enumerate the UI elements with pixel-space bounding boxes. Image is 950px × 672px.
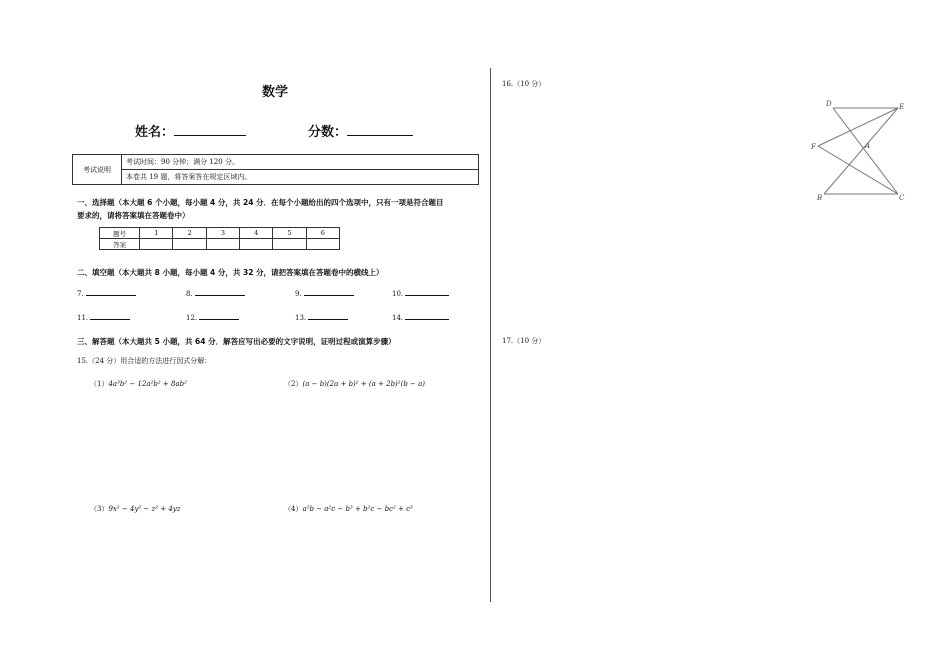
- answer-table-answer-label: 答案: [100, 239, 140, 250]
- question-number: 13.: [295, 314, 307, 322]
- expression: 4a³b² − 12a²b² + 8ab²: [108, 380, 187, 388]
- answer-table-header-label: 题号: [100, 228, 140, 239]
- point-label-e: E: [899, 103, 905, 111]
- answer-blank[interactable]: [308, 311, 348, 320]
- answer-table-number: 5: [273, 228, 306, 239]
- answer-blank[interactable]: [304, 287, 354, 296]
- answer-table-row: [100, 228, 340, 239]
- fill-blank-14: [392, 311, 449, 322]
- section3-heading: 三、解答题（本大题共 5 小题，共 64 分．解答应写出必要的文字说明，证明过程或演算步骤）: [77, 337, 396, 346]
- answer-table: [99, 227, 340, 250]
- answer-cell[interactable]: [206, 239, 239, 250]
- answer-blank[interactable]: [195, 287, 245, 296]
- answer-cell[interactable]: [173, 239, 206, 250]
- answer-blank[interactable]: [90, 311, 130, 320]
- expression: 9x² − 4y² − z² + 4yz: [108, 505, 181, 513]
- name-label: 姓名：: [135, 125, 175, 140]
- geometry-figure: [805, 96, 915, 206]
- expression: a²b − a²c − b³ + b²c − bc² + c³: [302, 505, 413, 513]
- point-label-f: F: [811, 143, 816, 151]
- point-label-d: D: [826, 100, 832, 108]
- answer-blank[interactable]: [86, 287, 136, 296]
- page-title: 数学: [262, 85, 289, 100]
- fill-blank-11: [77, 311, 130, 322]
- section2-heading: 二、填空题（本大题共 8 小题，每小题 4 分，共 32 分，请把答案填在答题卷中的横线上）: [77, 268, 384, 277]
- point-label-a: A: [865, 142, 871, 150]
- section1-line1: 一、选择题（本大题 6 个小题，每小题 4 分，共 24 分．在每个小题给出的四个选项中，只有一项是符合题目: [77, 198, 444, 207]
- fill-blank-12: [186, 311, 239, 322]
- score-label: 分数：: [308, 125, 348, 140]
- question-15: 15.（24 分）用合适的方法进行因式分解：: [77, 357, 212, 365]
- column-divider: [490, 68, 491, 602]
- answer-blank[interactable]: [405, 287, 449, 296]
- subquestion-label: （1）: [90, 380, 109, 388]
- question-number: 10.: [392, 290, 404, 298]
- subquestion-1: [90, 379, 187, 389]
- question-number: 8.: [186, 290, 193, 298]
- question-number: 12.: [186, 314, 198, 322]
- fill-blank-9: [295, 287, 354, 298]
- subquestion-label: （3）: [90, 505, 109, 513]
- name-blank: [174, 123, 246, 136]
- question-number: 9.: [295, 290, 302, 298]
- point-label-c: C: [899, 194, 905, 202]
- exam-info-row1: 考试时间：90 分钟；满分 120 分。: [122, 155, 479, 170]
- segment-eb: [824, 108, 898, 194]
- answer-table-number: 6: [306, 228, 339, 239]
- exam-info-table: [72, 154, 479, 185]
- score-field: [308, 121, 413, 140]
- expression: (a − b)(2a + b)² + (a + 2b)²(b − a): [302, 380, 426, 388]
- answer-table-number: 4: [240, 228, 273, 239]
- answer-cell[interactable]: [306, 239, 339, 250]
- fill-blank-8: [186, 287, 245, 298]
- answer-blank[interactable]: [405, 311, 449, 320]
- fill-blank-10: [392, 287, 449, 298]
- exam-info-row2: 本卷共 19 题，将答案答在规定区域内。: [122, 170, 479, 185]
- answer-cell[interactable]: [140, 239, 173, 250]
- answer-table-number: 3: [206, 228, 239, 239]
- answer-cell[interactable]: [240, 239, 273, 250]
- point-label-b: B: [817, 194, 823, 202]
- question-16: 16.（10 分）: [502, 80, 546, 88]
- answer-cell[interactable]: [273, 239, 306, 250]
- section1-line2: 要求的，请将答案填在答题卷中）: [77, 211, 190, 220]
- name-field: [135, 121, 246, 140]
- exam-info-head: 考试说明: [73, 155, 122, 185]
- answer-table-number: 2: [173, 228, 206, 239]
- segment-dc: [833, 108, 898, 194]
- subquestion-label: （4）: [284, 505, 303, 513]
- fill-blank-13: [295, 311, 348, 322]
- answer-blank[interactable]: [199, 311, 239, 320]
- subquestion-4: [284, 504, 413, 514]
- fill-blank-7: [77, 287, 136, 298]
- question-number: 11.: [77, 314, 89, 322]
- subquestion-2: [284, 379, 425, 389]
- answer-table-number: 1: [140, 228, 173, 239]
- subquestion-3: [90, 504, 180, 514]
- answer-table-row: [100, 239, 340, 250]
- question-number: 7.: [77, 290, 84, 298]
- score-blank: [347, 123, 413, 136]
- subquestion-label: （2）: [284, 380, 303, 388]
- question-17: 17.（10 分）: [502, 337, 546, 345]
- question-number: 14.: [392, 314, 404, 322]
